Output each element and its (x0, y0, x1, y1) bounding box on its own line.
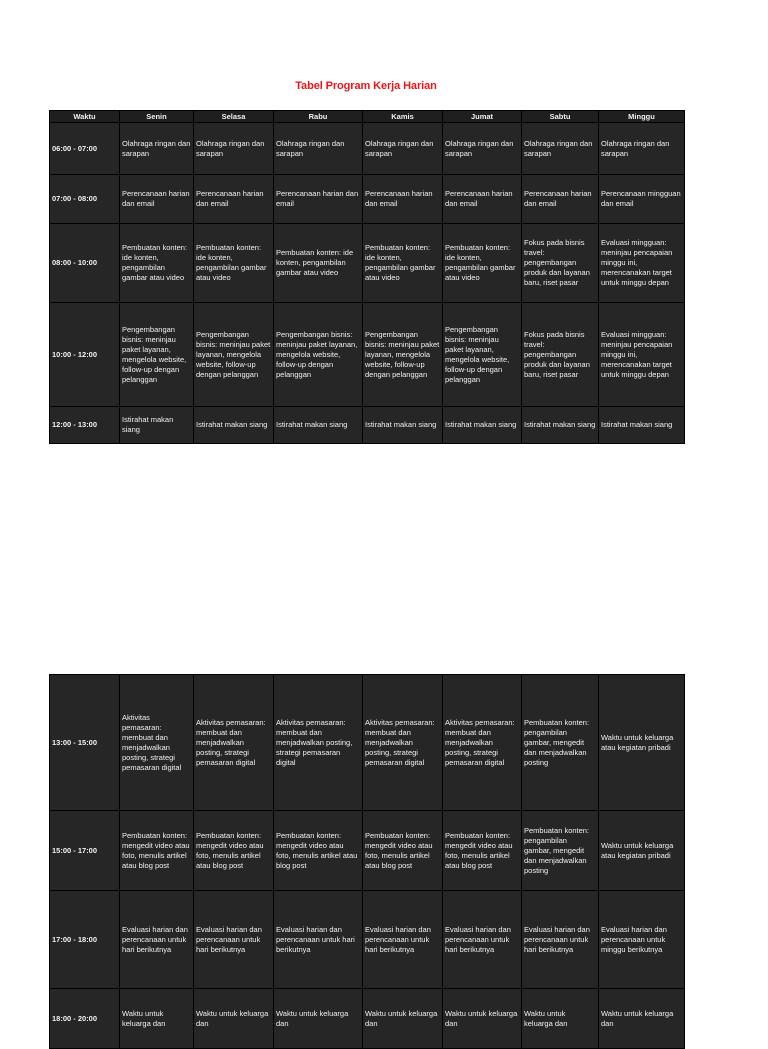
activity-cell-senin: Pengembangan bisnis: meninjau paket layanan, mengelola website, follow-up dengan pelanggan (120, 303, 194, 407)
table-row (50, 891, 685, 989)
activity-cell-kamis: Waktu untuk keluarga dan (363, 989, 443, 1049)
header-rabu: Rabu (274, 111, 363, 123)
header-minggu: Minggu (599, 111, 685, 123)
activity-cell-senin: Evaluasi harian dan perencanaan untuk hari berikutnya (120, 891, 194, 989)
table-header-row (50, 111, 685, 123)
activity-cell-minggu: Perencanaan mingguan dan email (599, 175, 685, 224)
activity-cell-sabtu: Waktu untuk keluarga dan (522, 989, 599, 1049)
activity-cell-selasa: Pengembangan bisnis: meninjau paket layanan, mengelola website, follow-up dengan pelanggan (194, 303, 274, 407)
header-jumat: Jumat (443, 111, 522, 123)
table-row (50, 811, 685, 891)
activity-cell-sabtu: Fokus pada bisnis travel: pengembangan produk dan layanan baru, riset pasar (522, 224, 599, 303)
activity-cell-jumat: Evaluasi harian dan perencanaan untuk hari berikutnya (443, 891, 522, 989)
header-kamis: Kamis (363, 111, 443, 123)
activity-cell-jumat: Waktu untuk keluarga dan (443, 989, 522, 1049)
header-waktu: Waktu (50, 111, 120, 123)
activity-cell-rabu: Perencanaan harian dan email (274, 175, 363, 224)
activity-cell-selasa: Pembuatan konten: ide konten, pengambilan gambar atau video (194, 224, 274, 303)
activity-cell-kamis: Evaluasi harian dan perencanaan untuk hari berikutnya (363, 891, 443, 989)
table-row (50, 224, 685, 303)
activity-cell-kamis: Pembuatan konten: mengedit video atau foto, menulis artikel atau blog post (363, 811, 443, 891)
activity-cell-jumat: Pengembangan bisnis: meninjau paket layanan, mengelola website, follow-up dengan pelanggan (443, 303, 522, 407)
activity-cell-minggu: Evaluasi mingguan: meninjau pencapaian minggu ini, merencanakan target untuk minggu depan (599, 303, 685, 407)
activity-cell-minggu: Evaluasi harian dan perencanaan untuk minggu berikutnya (599, 891, 685, 989)
activity-cell-minggu: Olahraga ringan dan sarapan (599, 123, 685, 175)
activity-cell-selasa: Pembuatan konten: mengedit video atau foto, menulis artikel atau blog post (194, 811, 274, 891)
activity-cell-rabu: Pembuatan konten: mengedit video atau foto, menulis artikel atau blog post (274, 811, 363, 891)
time-slot-cell: 10:00 - 12:00 (50, 303, 120, 407)
activity-cell-sabtu: Istirahat makan siang (522, 407, 599, 444)
table-row (50, 989, 685, 1049)
table-row (50, 407, 685, 444)
activity-cell-kamis: Perencanaan harian dan email (363, 175, 443, 224)
activity-cell-senin: Olahraga ringan dan sarapan (120, 123, 194, 175)
page-title: Tabel Program Kerja Harian (295, 80, 437, 92)
activity-cell-senin: Istirahat makan siang (120, 407, 194, 444)
table-row (50, 303, 685, 407)
activity-cell-rabu: Pembuatan konten: ide konten, pengambilan gambar atau video (274, 224, 363, 303)
table-row (50, 675, 685, 811)
activity-cell-rabu: Olahraga ringan dan sarapan (274, 123, 363, 175)
activity-cell-sabtu: Pembuatan konten: pengambilan gambar, mengedit dan menjadwalkan posting (522, 811, 599, 891)
activity-cell-jumat: Pembuatan konten: mengedit video atau foto, menulis artikel atau blog post (443, 811, 522, 891)
table-row (50, 175, 685, 224)
activity-cell-sabtu: Perencanaan harian dan email (522, 175, 599, 224)
activity-cell-senin: Aktivitas pemasaran: membuat dan menjadwalkan posting, strategi pemasaran digital (120, 675, 194, 811)
header-sabtu: Sabtu (522, 111, 599, 123)
activity-cell-senin: Pembuatan konten: mengedit video atau foto, menulis artikel atau blog post (120, 811, 194, 891)
activity-cell-jumat: Olahraga ringan dan sarapan (443, 123, 522, 175)
activity-cell-kamis: Pengembangan bisnis: meninjau paket layanan, mengelola website, follow-up dengan pelanggan (363, 303, 443, 407)
activity-cell-senin: Waktu untuk keluarga dan (120, 989, 194, 1049)
time-slot-cell: 13:00 - 15:00 (50, 675, 120, 811)
time-slot-cell: 12:00 - 13:00 (50, 407, 120, 444)
activity-cell-selasa: Perencanaan harian dan email (194, 175, 274, 224)
activity-cell-minggu: Waktu untuk keluarga atau kegiatan pribadi (599, 811, 685, 891)
activity-cell-kamis: Aktivitas pemasaran: membuat dan menjadwalkan posting, strategi pemasaran digital (363, 675, 443, 811)
time-slot-cell: 08:00 - 10:00 (50, 224, 120, 303)
activity-cell-minggu: Waktu untuk keluarga atau kegiatan pribadi (599, 675, 685, 811)
schedule-table-part-1 (49, 110, 684, 444)
activity-cell-rabu: Pengembangan bisnis: meninjau paket layanan, mengelola website, follow-up dengan pelanggan (274, 303, 363, 407)
activity-cell-rabu: Evaluasi harian dan perencanaan untuk hari berikutnya (274, 891, 363, 989)
table-row (50, 123, 685, 175)
time-slot-cell: 18:00 - 20:00 (50, 989, 120, 1049)
time-slot-cell: 07:00 - 08:00 (50, 175, 120, 224)
header-senin: Senin (120, 111, 194, 123)
activity-cell-sabtu: Pembuatan konten: pengambilan gambar, mengedit dan menjadwalkan posting (522, 675, 599, 811)
activity-cell-senin: Pembuatan konten: ide konten, pengambilan gambar atau video (120, 224, 194, 303)
activity-cell-rabu: Waktu untuk keluarga dan (274, 989, 363, 1049)
activity-cell-jumat: Perencanaan harian dan email (443, 175, 522, 224)
activity-cell-sabtu: Evaluasi harian dan perencanaan untuk hari berikutnya (522, 891, 599, 989)
activity-cell-rabu: Aktivitas pemasaran: membuat dan menjadwalkan posting, strategi pemasaran digital (274, 675, 363, 811)
activity-cell-selasa: Evaluasi harian dan perencanaan untuk hari berikutnya (194, 891, 274, 989)
activity-cell-minggu: Istirahat makan siang (599, 407, 685, 444)
activity-cell-kamis: Istirahat makan siang (363, 407, 443, 444)
activity-cell-selasa: Waktu untuk keluarga dan (194, 989, 274, 1049)
activity-cell-kamis: Olahraga ringan dan sarapan (363, 123, 443, 175)
activity-cell-kamis: Pembuatan konten: ide konten, pengambilan gambar atau video (363, 224, 443, 303)
activity-cell-sabtu: Olahraga ringan dan sarapan (522, 123, 599, 175)
activity-cell-rabu: Istirahat makan siang (274, 407, 363, 444)
header-selasa: Selasa (194, 111, 274, 123)
activity-cell-minggu: Evaluasi mingguan: meninjau pencapaian minggu ini, merencanakan target untuk minggu depan (599, 224, 685, 303)
activity-cell-jumat: Pembuatan konten: ide konten, pengambilan gambar atau video (443, 224, 522, 303)
activity-cell-selasa: Istirahat makan siang (194, 407, 274, 444)
schedule-table-part-2 (49, 674, 684, 1049)
activity-cell-selasa: Aktivitas pemasaran: membuat dan menjadwalkan posting, strategi pemasaran digital (194, 675, 274, 811)
activity-cell-minggu: Waktu untuk keluarga dan (599, 989, 685, 1049)
time-slot-cell: 06:00 - 07:00 (50, 123, 120, 175)
activity-cell-jumat: Aktivitas pemasaran: membuat dan menjadwalkan posting, strategi pemasaran digital (443, 675, 522, 811)
activity-cell-selasa: Olahraga ringan dan sarapan (194, 123, 274, 175)
activity-cell-sabtu: Fokus pada bisnis travel: pengembangan produk dan layanan baru, riset pasar (522, 303, 599, 407)
activity-cell-senin: Perencanaan harian dan email (120, 175, 194, 224)
time-slot-cell: 15:00 - 17:00 (50, 811, 120, 891)
time-slot-cell: 17:00 - 18:00 (50, 891, 120, 989)
activity-cell-jumat: Istirahat makan siang (443, 407, 522, 444)
